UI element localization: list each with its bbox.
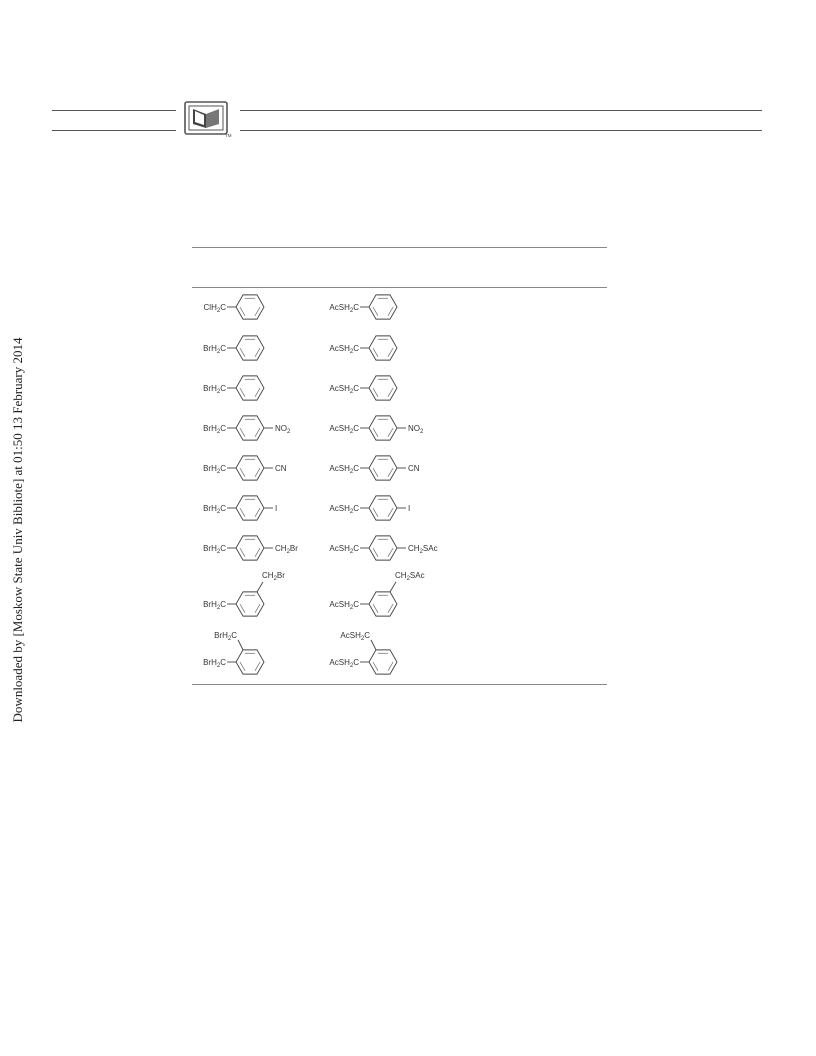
product-structure <box>329 571 424 616</box>
substituent-label: CN <box>275 464 287 473</box>
substituent-label: AcSH$_2$C <box>329 384 359 395</box>
product-structure <box>329 496 410 520</box>
substituent-label: $CH_2Br$ <box>262 570 285 582</box>
substituent-label: $CH_2Br$ <box>275 544 298 555</box>
substituent-label: ClH$_2$C <box>203 303 226 314</box>
product-structure <box>329 336 397 360</box>
substituent-label: BrH$_2$C <box>203 384 226 395</box>
bond <box>257 582 263 592</box>
substituent-label: AcSH$_2$C <box>329 464 359 475</box>
substituent-label: BrH$_2$C <box>203 464 226 475</box>
substituent-label: AcSH$_2$C <box>329 504 359 515</box>
bond <box>238 640 243 650</box>
substituent-label: AcSH$_2$C <box>329 658 359 669</box>
substituent-label: BrH$_2$C <box>203 658 226 669</box>
product-structure <box>329 456 419 480</box>
substituent-label: BrH$_2$C <box>203 344 226 355</box>
substituent-label: I <box>275 504 278 513</box>
reactant-structure <box>203 416 291 440</box>
substituent-label: BrH$_2$C <box>203 544 226 555</box>
trademark-text: TM <box>225 133 232 138</box>
product-structure <box>329 631 397 674</box>
substituent-label: AcSH$_2$C <box>329 424 359 435</box>
substituent-label: $CH_2SAc$ <box>395 570 425 582</box>
substituent-label: AcSH$_2$C <box>329 303 359 314</box>
substituent-label: $NO_2$ <box>408 424 424 435</box>
substituent-label: AcSH$_2$C <box>340 630 370 642</box>
substituent-label: CN <box>408 464 420 473</box>
product-structure <box>329 536 437 560</box>
reactant-structure <box>203 336 264 360</box>
substituent-label: BrH$_2$C <box>203 504 226 515</box>
substituent-label: AcSH$_2$C <box>329 600 359 611</box>
substituent-label: I <box>408 504 411 513</box>
product-structure <box>329 295 397 319</box>
reactant-structure <box>203 536 298 560</box>
product-structure <box>329 376 397 400</box>
product-structure <box>329 416 424 440</box>
substituent-label: AcSH$_2$C <box>329 544 359 555</box>
substituent-label: BrH$_2$C <box>203 424 226 435</box>
reactant-structure <box>203 631 264 674</box>
download-note: Downloaded by [Moskow State Univ Bibliote] at 01:50 13 February 2014 <box>10 337 25 723</box>
substituent-label: BrH$_2$C <box>203 600 226 611</box>
reactant-structure <box>203 496 277 520</box>
reactant-structure <box>203 456 287 480</box>
bond <box>371 640 376 650</box>
bond <box>390 582 396 592</box>
reactant-structure <box>203 376 264 400</box>
substituent-label: BrH$_2$C <box>214 630 237 642</box>
reactant-structure <box>204 295 264 319</box>
substituent-label: $NO_2$ <box>275 424 291 435</box>
reactant-structure <box>203 571 285 616</box>
substituent-label: $CH_2SAc$ <box>408 544 438 555</box>
substituent-label: AcSH$_2$C <box>329 344 359 355</box>
